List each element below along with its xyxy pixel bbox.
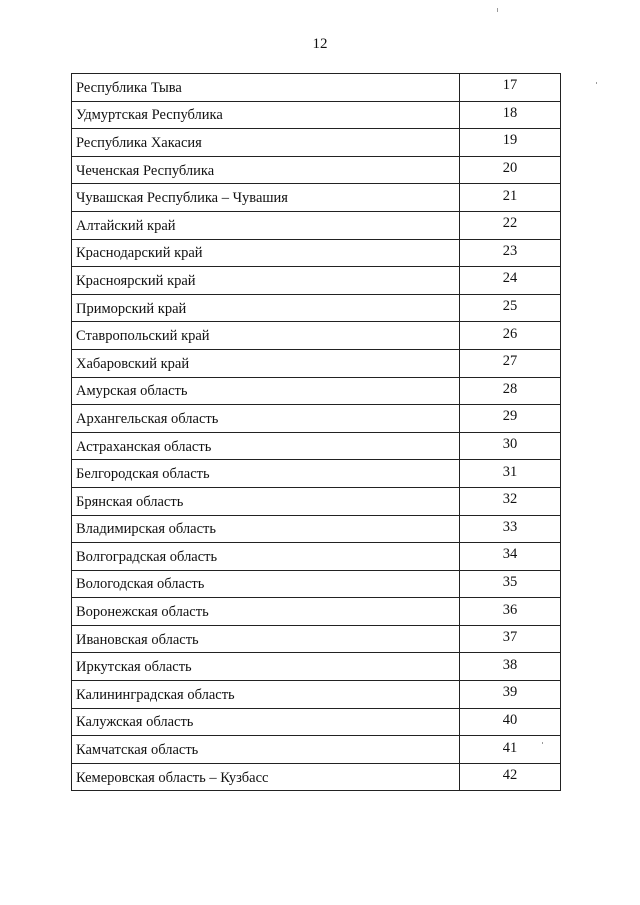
table-row [72, 570, 561, 598]
table-row [72, 708, 561, 736]
region-code-cell: 35 [460, 570, 561, 598]
table-row [72, 763, 561, 791]
table-row [72, 322, 561, 350]
region-name-cell: Волгоградская область [72, 543, 460, 571]
region-code-cell: 23 [460, 239, 561, 267]
region-name-cell: Республика Тыва [72, 74, 460, 102]
region-name-cell: Астраханская область [72, 432, 460, 460]
region-name-cell: Ставропольский край [72, 322, 460, 350]
table-row [72, 211, 561, 239]
region-code-cell: 24 [460, 267, 561, 295]
regions-table-body [72, 74, 561, 791]
region-code-cell: 39 [460, 681, 561, 709]
region-code-cell: 21 [460, 184, 561, 212]
table-row [72, 515, 561, 543]
region-name-cell: Вологодская область [72, 570, 460, 598]
region-code-cell: 42 [460, 763, 561, 791]
table-row [72, 74, 561, 102]
scan-speck [542, 742, 543, 744]
region-code-cell: 29 [460, 405, 561, 433]
region-name-cell: Архангельская область [72, 405, 460, 433]
region-code-cell: 33 [460, 515, 561, 543]
region-name-cell: Брянская область [72, 487, 460, 515]
region-name-cell: Иркутская область [72, 653, 460, 681]
region-code-cell: 41 [460, 736, 561, 764]
region-name-cell: Кемеровская область – Кузбасс [72, 763, 460, 791]
table-row [72, 405, 561, 433]
region-name-cell: Краснодарский край [72, 239, 460, 267]
region-code-cell: 22 [460, 211, 561, 239]
table-row [72, 460, 561, 488]
table-row [72, 432, 561, 460]
table-row [72, 653, 561, 681]
region-code-cell: 38 [460, 653, 561, 681]
table-row [72, 294, 561, 322]
region-name-cell: Воронежская область [72, 598, 460, 626]
region-name-cell: Калининградская область [72, 681, 460, 709]
region-code-cell: 26 [460, 322, 561, 350]
table-row [72, 377, 561, 405]
region-code-cell: 27 [460, 349, 561, 377]
region-name-cell: Калужская область [72, 708, 460, 736]
table-row [72, 598, 561, 626]
region-code-cell: 36 [460, 598, 561, 626]
table-row [72, 184, 561, 212]
region-name-cell: Чувашская Республика – Чувашия [72, 184, 460, 212]
region-name-cell: Удмуртская Республика [72, 101, 460, 129]
scan-speck [497, 8, 498, 12]
table-row [72, 736, 561, 764]
table-row [72, 681, 561, 709]
region-code-cell: 34 [460, 543, 561, 571]
region-name-cell: Алтайский край [72, 211, 460, 239]
region-code-cell: 17 [460, 74, 561, 102]
region-name-cell: Чеченская Республика [72, 156, 460, 184]
table-row [72, 156, 561, 184]
table-row [72, 239, 561, 267]
region-name-cell: Ивановская область [72, 625, 460, 653]
region-code-cell: 25 [460, 294, 561, 322]
regions-table [71, 73, 561, 791]
table-row [72, 101, 561, 129]
table-row [72, 267, 561, 295]
table-row [72, 625, 561, 653]
region-name-cell: Красноярский край [72, 267, 460, 295]
region-code-cell: 30 [460, 432, 561, 460]
scan-speck [596, 82, 597, 84]
region-code-cell: 37 [460, 625, 561, 653]
table-row [72, 543, 561, 571]
region-code-cell: 19 [460, 129, 561, 157]
region-code-cell: 40 [460, 708, 561, 736]
table-row [72, 349, 561, 377]
region-code-cell: 18 [460, 101, 561, 129]
region-code-cell: 31 [460, 460, 561, 488]
region-name-cell: Владимирская область [72, 515, 460, 543]
region-name-cell: Амурская область [72, 377, 460, 405]
region-name-cell: Хабаровский край [72, 349, 460, 377]
region-name-cell: Республика Хакасия [72, 129, 460, 157]
region-name-cell: Белгородская область [72, 460, 460, 488]
region-code-cell: 28 [460, 377, 561, 405]
table-row [72, 487, 561, 515]
region-code-cell: 32 [460, 487, 561, 515]
region-code-cell: 20 [460, 156, 561, 184]
page-number: 12 [312, 36, 328, 52]
region-name-cell: Камчатская область [72, 736, 460, 764]
table-row [72, 129, 561, 157]
region-name-cell: Приморский край [72, 294, 460, 322]
